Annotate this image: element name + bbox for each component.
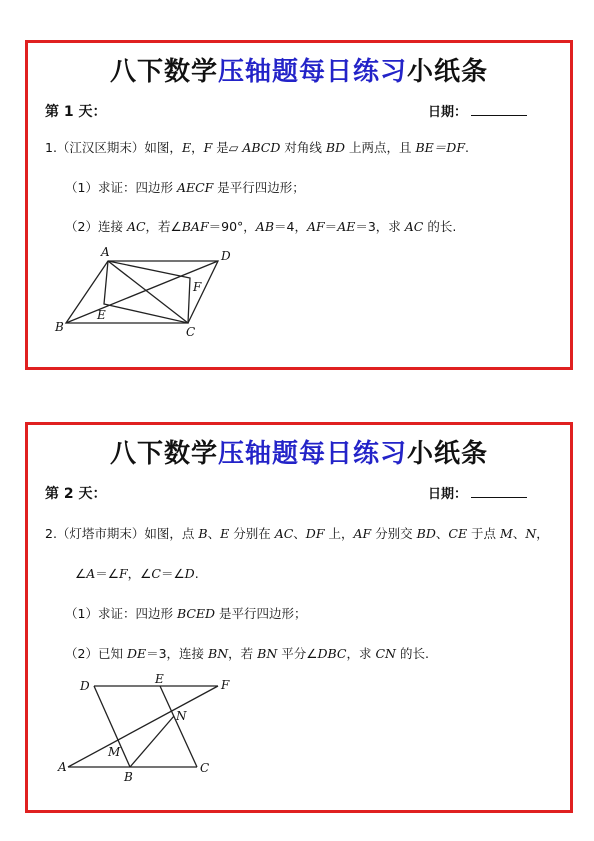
date-blank-line — [471, 103, 527, 116]
label-n: N — [176, 709, 187, 723]
question-part-1: （1）求证：四边形 AECF 是平行四边形； — [65, 180, 305, 195]
label-f: F — [193, 280, 202, 294]
question-part-1: （1）求证：四边形 BCED 是平行四边形； — [65, 606, 307, 621]
question-condition: ∠A＝∠F，∠C＝∠D. — [75, 566, 199, 581]
label-a: A — [58, 760, 67, 774]
day-label: 第 1 天： — [45, 104, 107, 120]
label-f: F — [221, 678, 230, 692]
question-intro: 1.（江汉区期末）如图，E，F 是▱ ABCD 对角线 BD 上两点，且 BE＝DF. — [45, 140, 469, 155]
label-e: E — [97, 308, 106, 322]
card-title: 八下数学压轴题每日练习小纸条 — [109, 439, 489, 469]
label-c: C — [186, 325, 196, 339]
label-c: C — [200, 761, 210, 775]
date-field: 日期： — [428, 483, 527, 502]
label-a: A — [101, 245, 110, 259]
card-title: 八下数学压轴题每日练习小纸条 — [109, 57, 489, 87]
worksheet-card-day-2 — [25, 422, 573, 813]
label-d: D — [80, 679, 90, 693]
question-intro: 2.（灯塔市期末）如图，点 B、E 分别在 AC、DF 上，AF 分别交 BD、CE 于点 M、N， — [45, 526, 549, 541]
line-bn — [130, 716, 174, 767]
date-field: 日期： — [428, 101, 527, 120]
label-e: E — [155, 672, 164, 686]
label-b: B — [124, 770, 133, 784]
parallelogram-figure-1 — [55, 243, 245, 343]
worksheet-card-day-1 — [25, 40, 573, 370]
geometry-figure-2 — [58, 673, 268, 785]
day-label: 第 2 天： — [45, 486, 107, 502]
label-b: B — [55, 320, 64, 334]
date-blank-line — [471, 485, 527, 498]
label-m: M — [108, 745, 121, 759]
question-part-2: （2）连接 AC，若∠BAF＝90°，AB＝4，AF＝AE＝3，求 AC 的长. — [65, 219, 457, 234]
question-part-2: （2）已知 DE＝3，连接 BN，若 BN 平分∠DBC，求 CN 的长. — [65, 646, 429, 661]
label-d: D — [221, 249, 231, 263]
line-af — [68, 686, 218, 767]
